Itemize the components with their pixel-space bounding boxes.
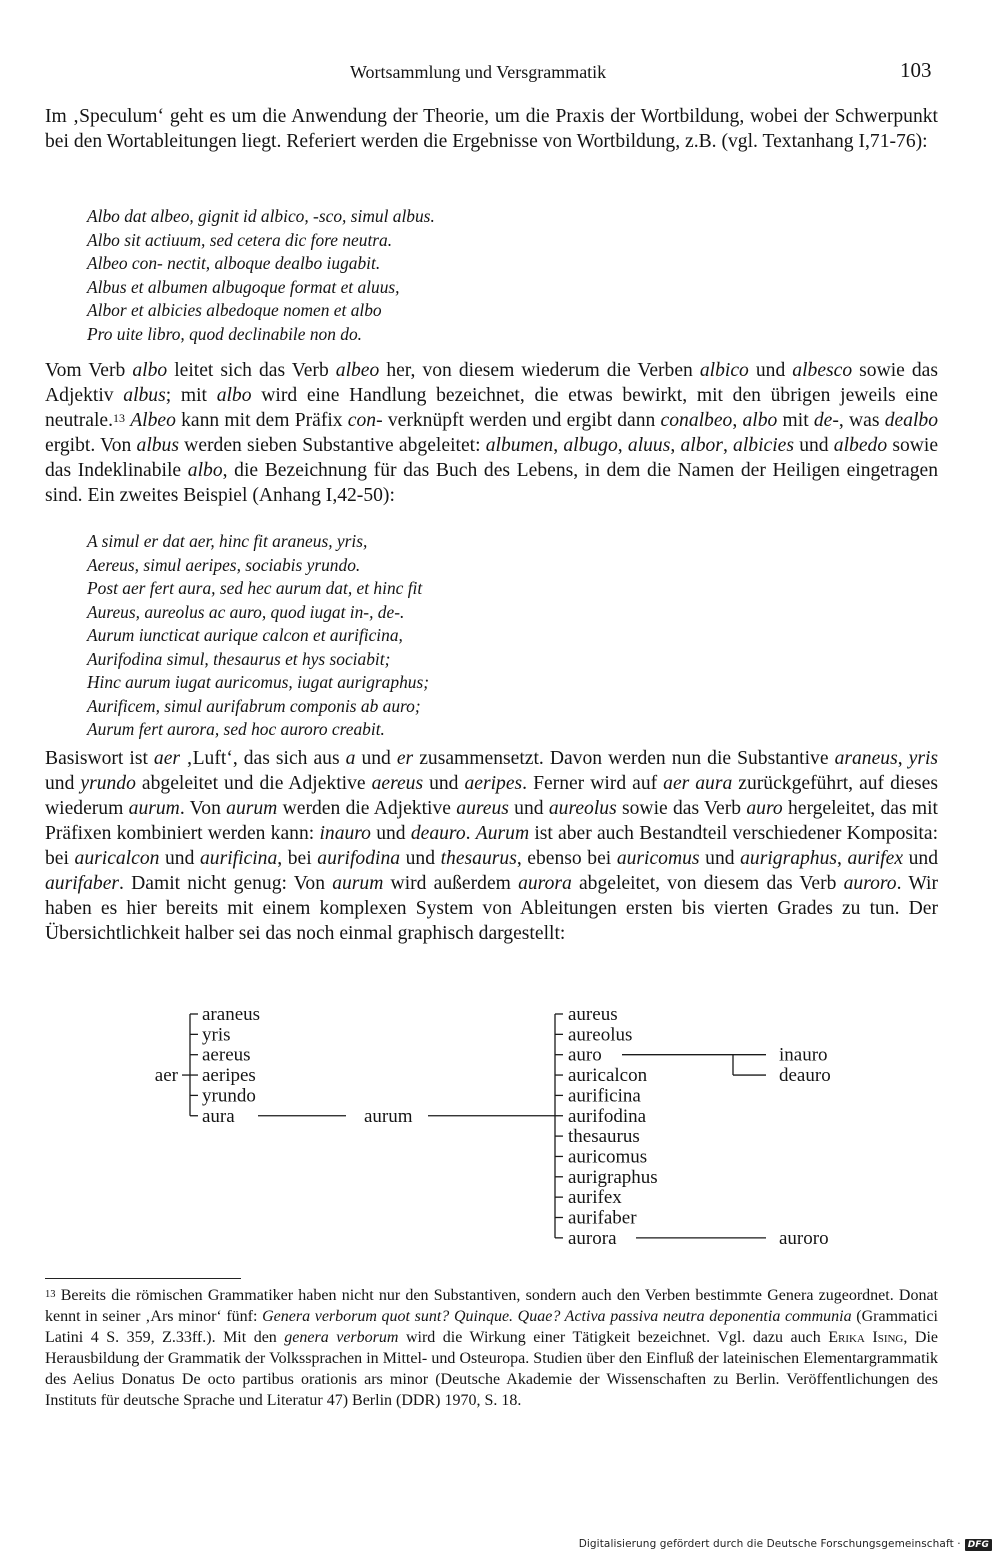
- verse-line: Aureus, aureolus ac auro, quod iugat in-, de-.: [87, 601, 405, 622]
- text-run: Basiswort ist: [45, 748, 154, 769]
- text-run: und: [508, 798, 549, 819]
- text-run: ,: [897, 748, 909, 769]
- italic-term: aer: [153, 748, 181, 769]
- text-run: werden sieben Substantive abgeleitet:: [178, 435, 486, 456]
- text-run: , Die Herausbildung der Grammatik der Volkssprachen in Mittel- und Osteuropa. Studien über den Einfluß der lateinischen Elementargrammatik des Aelius Donatus De octo partibus orationis ars minor (Deutsche Akademie der Wissenschaften zu Berlin. Veröffentlichungen des Instituts für deutsche Sprache und Literatur 47) Berlin (DDR) 1970, S. 18.: [45, 1329, 938, 1409]
- text-run: und: [355, 748, 397, 769]
- credit-text: Digitalisierung gefördert durch die Deutsche Forschungsgemeinschaft ·: [578, 1538, 961, 1550]
- text-run: und: [400, 848, 441, 869]
- text-run: ,: [837, 848, 848, 869]
- italic-term: aurificina: [199, 848, 278, 869]
- text-run: und: [699, 848, 741, 869]
- text-run: abgeleitet und die Adjektive: [135, 773, 372, 794]
- text-run: her, von diesem wiederum die Verben: [379, 360, 700, 381]
- footnote-marker[interactable]: 13: [45, 1289, 56, 1300]
- text-run: . Ferner wird auf: [522, 773, 664, 794]
- italic-term: albico: [699, 360, 749, 381]
- dfg-logo: DFG: [965, 1539, 992, 1551]
- text-run: ist aber auch Bestandteil verschiedener Komposita: bei: [45, 823, 939, 869]
- text-run: wird außerdem: [383, 873, 519, 894]
- aurum-derivative: aurificina: [568, 1085, 641, 1107]
- italic-term: aurifaber: [45, 873, 120, 894]
- auro-child: inauro: [779, 1044, 828, 1066]
- italic-term: de-: [813, 410, 839, 431]
- italic-term: Genera verborum quot sunt? Quinque. Quae? Activa passiva neutra deponentia communia: [262, 1308, 852, 1325]
- italic-term: albo: [742, 410, 778, 431]
- italic-term: aluus: [627, 435, 671, 456]
- italic-term: er: [396, 748, 414, 769]
- italic-term: aurifex: [847, 848, 904, 869]
- aer-derivative: yrundo: [202, 1085, 256, 1107]
- aurum-derivative: auro: [568, 1044, 602, 1066]
- italic-term: a: [345, 748, 356, 769]
- derivation-diagram: [0, 1000, 1000, 1260]
- verse-line: Albo sit actiuum, sed cetera dic fore neutra.: [87, 229, 393, 250]
- text-run: ‚Luft‘, das sich aus: [180, 748, 346, 769]
- root-word: aer: [154, 1065, 178, 1087]
- digitization-credit: [579, 1538, 992, 1551]
- italic-term: con-: [347, 410, 383, 431]
- italic-term: aurum: [332, 873, 384, 894]
- text-run: sowie das Indeklinabile: [45, 435, 939, 481]
- aer-derivative: aereus: [202, 1044, 251, 1066]
- italic-term: aer aura: [663, 773, 733, 794]
- aurum-derivative: aurigraphus: [568, 1166, 658, 1188]
- aurum-derivative: thesaurus: [568, 1126, 640, 1148]
- text-run: sowie das Adjektiv: [45, 360, 939, 406]
- aurum-derivative: aurifaber: [568, 1207, 637, 1229]
- italic-term: yris: [908, 748, 939, 769]
- verse-line: Pro uite libro, quod declinabile non do.: [87, 323, 362, 344]
- derivation-tree: [155, 1004, 831, 1249]
- text-run: und: [370, 823, 411, 844]
- verse-line: Aurum iuncticat aurique calcon et aurificina,: [87, 625, 403, 645]
- text-run: und: [794, 435, 834, 456]
- text-run: hergeleitet, das mit Präfixen kombiniert werden kann:: [45, 798, 938, 844]
- text-run: . Von: [179, 798, 227, 819]
- italic-term: genera verborum: [284, 1329, 399, 1346]
- italic-term: auricalcon: [74, 848, 160, 869]
- italic-term: aurigraphus: [740, 848, 838, 869]
- text-run: wird die Wirkung einer Tätigkeit bezeichnet. Vgl. dazu auch: [398, 1329, 829, 1346]
- verse-line: Aereus, simul aeripes, sociabis yrundo.: [87, 554, 361, 575]
- verse-line: Albo dat albeo, gignit id albico, -sco, simul albus.: [87, 206, 435, 226]
- text-run: Vom Verb: [45, 360, 133, 381]
- italic-term: albus: [123, 385, 166, 406]
- footnote-13: [45, 1285, 938, 1411]
- aurum-derivative: auricalcon: [568, 1065, 648, 1087]
- footnote-marker[interactable]: 13: [113, 411, 125, 425]
- text-run: ergibt. Von: [45, 435, 137, 456]
- aer-derivative: aeripes: [202, 1065, 256, 1087]
- italic-term: albicies: [733, 435, 794, 456]
- text-run: und: [45, 773, 81, 794]
- italic-term: albor: [680, 435, 723, 456]
- text-run: (Grammatici Latini 4 S. 359, Z.33ff.). Mit den: [45, 1308, 939, 1346]
- text-run: wird eine Handlung bezeichnet, die etwas bewirkt, mit den übrigen jeweils eine neutrale.: [45, 385, 938, 431]
- running-title: Wortsammlung und Versgrammatik: [350, 62, 607, 82]
- aurum-derivative: aureus: [568, 1004, 618, 1025]
- text-run: , ebenso bei: [516, 848, 617, 869]
- text-run: ; mit: [165, 385, 217, 406]
- italic-term: aureolus: [548, 798, 617, 819]
- aurum-derivative: aurifodina: [568, 1105, 647, 1127]
- italic-term: albeo: [335, 360, 380, 381]
- text-run: und: [903, 848, 938, 869]
- text-run: , die Bezeichnung für das Buch des Lebens, in dem die Namen der Heiligen eingetragen sind. Ein zweites Beispiel (Anhang I,42-50):: [45, 460, 938, 506]
- verse-line: Aurum fert aurora, sed hoc auroro creabit.: [87, 719, 385, 739]
- text-run: . Wir haben es hier bereits mit einem komplexen System von Ableitungen ersten bis vierten Grades zu tun. Der Übersichtlichkeit halber sei das noch einmal graphisch dargestellt:: [45, 873, 938, 944]
- italic-term: conalbeo: [660, 410, 733, 431]
- text-run: verknüpft werden und ergibt dann: [382, 410, 661, 431]
- italic-term: albo: [216, 385, 252, 406]
- page-number: 103: [900, 58, 932, 82]
- text-run: , bei: [277, 848, 318, 869]
- aurum-derivative: aurora: [568, 1227, 617, 1249]
- text-run: mit: [777, 410, 814, 431]
- paragraph-albo-analysis: [45, 358, 938, 508]
- italic-term: araneus: [834, 748, 898, 769]
- aurum-derivative: aurifex: [568, 1187, 622, 1209]
- text-run: ,: [553, 435, 564, 456]
- italic-term: aureus: [456, 798, 509, 819]
- italic-term: albo: [187, 460, 223, 481]
- text-run: ,: [617, 435, 628, 456]
- verse-quote-aer: [87, 530, 687, 742]
- italic-term: aeripes: [464, 773, 523, 794]
- italic-term: aurifodina: [317, 848, 401, 869]
- italic-term: Aurum: [475, 823, 530, 844]
- text-run: .: [465, 823, 476, 844]
- aer-derivative: aura: [202, 1105, 235, 1127]
- text-run: Bereits die römischen Grammatiker haben nicht nur den Substantiven, sondern auch den Verben bestimmte Genera zugeordnet. Donat kennt in seiner ‚Ars minor‘ fünf:: [45, 1287, 938, 1325]
- auro-child: deauro: [779, 1065, 831, 1087]
- italic-term: aurum: [226, 798, 278, 819]
- italic-term: yrundo: [80, 773, 136, 794]
- text-run: ,: [670, 435, 681, 456]
- verse-line: Aurificem, simul aurifabrum componis ab auro;: [87, 695, 421, 716]
- verse-line: Albeo con- nectit, alboque dealbo iugabit.: [87, 253, 381, 273]
- italic-term: thesaurus: [440, 848, 517, 869]
- aer-derivative: araneus: [202, 1004, 261, 1025]
- text-run: kann mit dem Präfix: [175, 410, 348, 431]
- verse-line: Albus et albumen albugoque format et aluus,: [87, 276, 400, 297]
- text-run: sowie das Verb: [616, 798, 747, 819]
- text-run: und: [159, 848, 200, 869]
- footnote-rule: [45, 1278, 241, 1279]
- text-run: , was: [838, 410, 885, 431]
- aura-child: aurum: [364, 1105, 413, 1127]
- verse-line: Hinc aurum iugat auricomus, iugat aurigraphus;: [87, 672, 430, 692]
- italic-term: albugo: [563, 435, 618, 456]
- italic-term: auricomus: [616, 848, 700, 869]
- text-run: zusammensetzt. Davon werden nun die Substantive: [413, 748, 835, 769]
- italic-term: aurum: [128, 798, 180, 819]
- aurora-child: auroro: [779, 1227, 829, 1249]
- italic-term: albesco: [792, 360, 853, 381]
- text-run: leitet sich das Verb: [167, 360, 336, 381]
- verse-line: Post aer fert aura, sed hec aurum dat, et hinc fit: [87, 578, 423, 598]
- italic-term: dealbo: [884, 410, 939, 431]
- aer-derivative: yris: [202, 1024, 231, 1046]
- italic-term: deauro: [410, 823, 466, 844]
- verse-line: A simul er dat aer, hinc fit araneus, yris,: [87, 531, 368, 551]
- italic-term: albus: [136, 435, 179, 456]
- text-run: werden die Adjektive: [277, 798, 457, 819]
- aurum-derivative: auricomus: [568, 1146, 648, 1168]
- italic-term: Albeo: [130, 410, 176, 431]
- text-run: . Damit nicht genug: Von: [119, 873, 333, 894]
- text-run: und: [423, 773, 465, 794]
- text-run: Im ‚Speculum‘ geht es um die Anwendung der Theorie, um die Praxis der Wortbildung, wobei der Schwerpunkt bei den Wortableitungen liegt. Referiert werden die Ergebnisse von Wortbildung, z.B. (vgl. Textanhang I,71-76):: [45, 106, 938, 152]
- page-header: [0, 58, 1000, 88]
- italic-term: albo: [132, 360, 168, 381]
- italic-term: auroro: [843, 873, 897, 894]
- italic-term: inauro: [319, 823, 371, 844]
- italic-term: aurora: [518, 873, 572, 894]
- text-run: Erika Ising: [828, 1329, 904, 1346]
- text-run: ,: [722, 435, 734, 456]
- paragraph-intro: [45, 104, 938, 154]
- text-run: zurückgeführt, auf dieses wiederum: [45, 773, 938, 819]
- text-run: ,: [732, 410, 743, 431]
- italic-term: auro: [746, 798, 783, 819]
- italic-term: albumen: [485, 435, 554, 456]
- verse-line: Albor et albicies albedoque nomen et albo: [87, 300, 382, 320]
- text-run: abgeleitet, von diesem das Verb: [571, 873, 844, 894]
- paragraph-aer-analysis: [45, 746, 938, 946]
- verse-quote-albo: [87, 205, 687, 346]
- text-run: und: [748, 360, 793, 381]
- italic-term: albedo: [833, 435, 888, 456]
- italic-term: aereus: [371, 773, 424, 794]
- verse-line: Aurifodina simul, thesaurus et hys sociabit;: [87, 648, 391, 669]
- aurum-derivative: aureolus: [568, 1024, 633, 1046]
